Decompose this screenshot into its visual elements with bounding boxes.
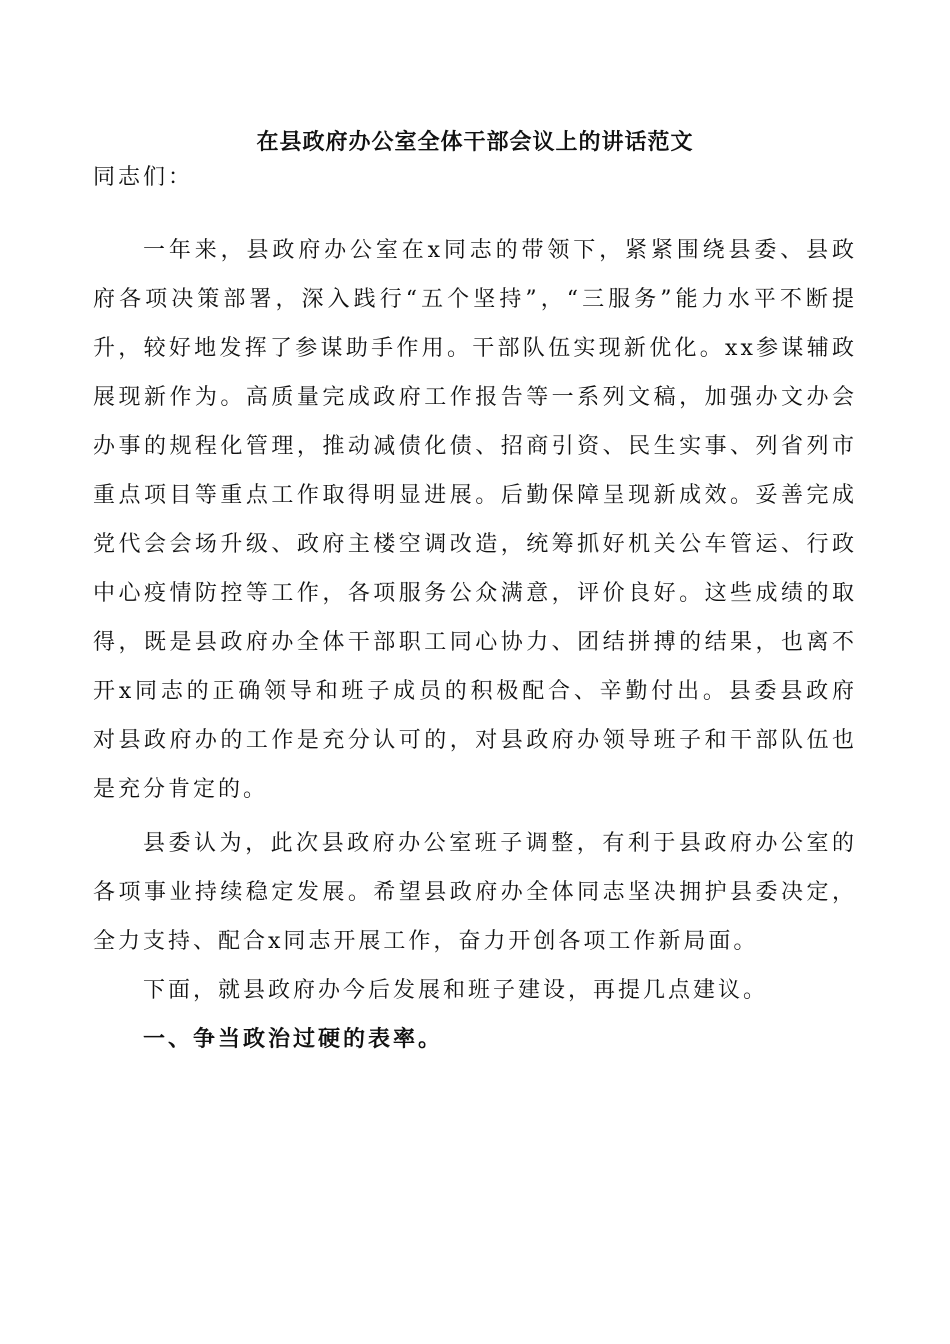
paragraph-2: 县委认为，此次县政府办公室班子调整，有利于县政府办公室的各项事业持续稳定发展。希望县政府办全体同志坚决拥护县委决定，全力支持、配合x同志开展工作，奋力开创各项工作新局面。 bbox=[93, 831, 857, 954]
paragraph-1: 一年来，县政府办公室在x同志的带领下，紧紧围绕县委、县政府各项决策部署，深入践行“五个坚持”，“三服务”能力水平不断提升，较好地发挥了参谋助手作用。干部队伍实现新优化。xx参谋辅政展现新作为。高质量完成政府工作报告等一系列文稿，加强办文办会办事的规程化管理，推动减债化债、招商引资、民生实事、列省列市重点项目等重点工作取得明显进展。后勤保障呈现新成效。妥善完成党代会会场升级、政府主楼空调改造，统筹抓好机关公车管运、行政中心疫情防控等工作，各项服务公众满意，评价良好。这些成绩的取得，既是县政府办全体干部职工同心协力、团结拼搏的结果，也离不开x同志的正确领导和班子成员的积极配合、辛勤付出。县委县政府对县政府办的工作是充分认可的，对县政府办领导班子和干部队伍也是充分肯定的。 bbox=[93, 238, 857, 802]
salutation: 同志们： bbox=[93, 165, 194, 190]
document-title: 在县政府办公室全体干部会议上的讲话范文 bbox=[256, 129, 694, 155]
section-heading: 一、争当政治过硬的表率。 bbox=[143, 1026, 444, 1052]
paragraph-3: 下面，就县政府办今后发展和班子建设，再提几点建议。 bbox=[143, 978, 769, 1003]
